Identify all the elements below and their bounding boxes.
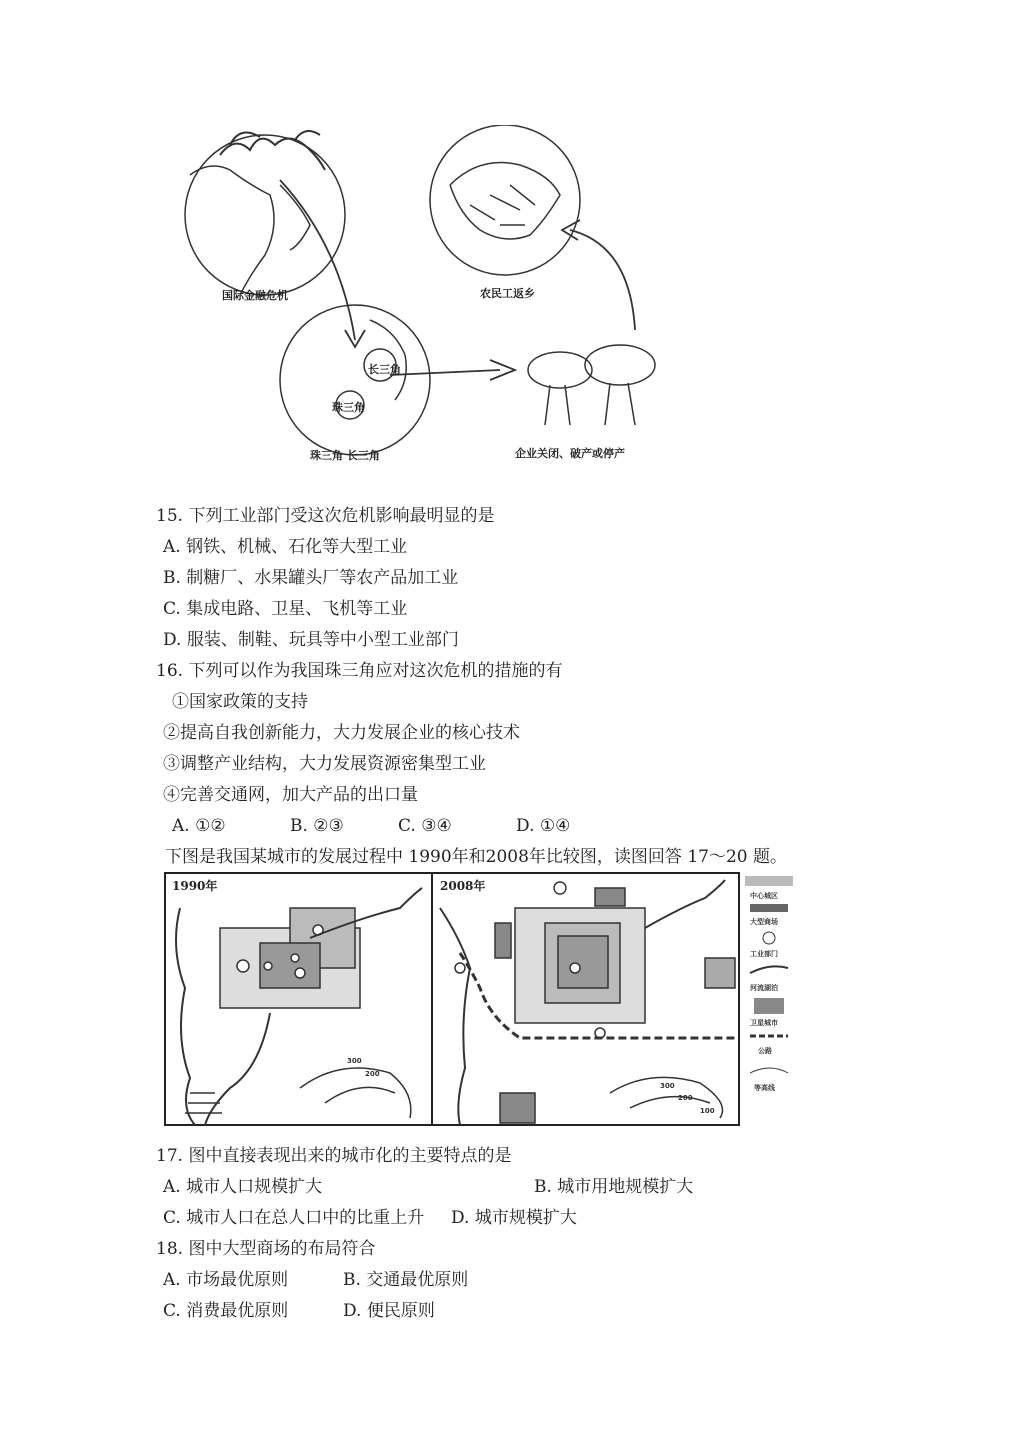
- q18-option-d: D. 便民原则: [343, 1301, 435, 1321]
- year-1990-label: 1990年: [172, 879, 218, 893]
- q16-statement-2: ②提高自我创新能力，大力发展企业的核心技术: [163, 723, 520, 743]
- label-yrd: 长三角: [368, 363, 401, 376]
- q16-option-d: D. ①④: [516, 816, 571, 836]
- q16-statement-3: ③调整产业结构，大力发展资源密集型工业: [163, 754, 486, 774]
- contour-label-1: 300: [347, 1057, 362, 1065]
- legend-industry: 工业部门: [750, 950, 778, 958]
- q18-stem: 18. 图中大型商场的布局符合: [156, 1239, 376, 1259]
- label-financial-crisis: 国际金融危机: [222, 289, 288, 302]
- q16-option-c: C. ③④: [398, 816, 452, 836]
- legend-contour: 等高线: [754, 1084, 775, 1092]
- legend-river-lake: 河流湖泊: [750, 984, 778, 992]
- q15-option-d: D. 服装、制鞋、玩具等中小型工业部门: [163, 630, 459, 650]
- q17-option-a: A. 城市人口规模扩大: [163, 1177, 323, 1197]
- map-legend: [745, 876, 793, 1092]
- legend-large-mall: 大型商场: [750, 918, 778, 926]
- city-comparison-map: [160, 868, 800, 1128]
- q15-option-a: A. 钢铁、机械、石化等大型工业: [163, 537, 408, 557]
- q17-stem: 17. 图中直接表现出来的城市化的主要特点的是: [156, 1146, 512, 1166]
- contour-label-2: 200: [365, 1070, 380, 1078]
- contour-label-3: 300: [660, 1082, 675, 1090]
- map-2008: [440, 880, 735, 1125]
- year-2008-label: 2008年: [440, 879, 486, 893]
- q16-options: [172, 815, 570, 837]
- flow-arrows: [280, 180, 635, 380]
- q17-option-b: B. 城市用地规模扩大: [534, 1177, 694, 1197]
- world-globe-icon: [185, 131, 345, 295]
- q16-option-b: B. ②③: [290, 816, 344, 836]
- delta-region-globe-icon: [280, 305, 430, 455]
- financial-crisis-figure: [150, 125, 680, 475]
- label-prd: 珠三角: [332, 401, 365, 414]
- workers-icon: [528, 345, 655, 425]
- contour-label-5: 100: [700, 1107, 715, 1115]
- label-workers-return: 农民工返乡: [480, 287, 535, 300]
- q16-statement-1: ①国家政策的支持: [172, 692, 308, 712]
- q18-option-c: C. 消费最优原则: [163, 1301, 289, 1321]
- q16-option-a: A. ①②: [172, 816, 226, 836]
- legend-center-city: 中心城区: [750, 892, 778, 900]
- china-map-globe-icon: [430, 125, 580, 275]
- q17-option-d: D. 城市规模扩大: [451, 1208, 577, 1228]
- legend-satellite-city: 卫星城市: [750, 1019, 778, 1027]
- contour-label-4: 200: [678, 1094, 693, 1102]
- q15-option-b: B. 制糖厂、水果罐头厂等农产品加工业: [163, 568, 459, 588]
- intro-text: 下图是我国某城市的发展过程中 1990年和2008年比较图，读图回答 17～20 题。: [165, 847, 788, 867]
- q18-option-b: B. 交通最优原则: [343, 1270, 469, 1290]
- map-1990: [176, 888, 422, 1125]
- q15-stem: 15. 下列工业部门受这次危机影响最明显的是: [156, 506, 495, 526]
- q16-stem: 16. 下列可以作为我国珠三角应对这次危机的措施的有: [156, 661, 563, 681]
- q18-option-a: A. 市场最优原则: [163, 1270, 289, 1290]
- legend-highway: 公路: [758, 1047, 772, 1055]
- label-deltas: 珠三角 长三角: [310, 449, 380, 462]
- q15-option-c: C. 集成电路、卫星、飞机等工业: [163, 599, 408, 619]
- q16-statement-4: ④完善交通网，加大产品的出口量: [163, 785, 418, 805]
- q17-option-c: C. 城市人口在总人口中的比重上升: [163, 1208, 425, 1228]
- label-enterprises-closed: 企业关闭、破产或停产: [515, 447, 625, 460]
